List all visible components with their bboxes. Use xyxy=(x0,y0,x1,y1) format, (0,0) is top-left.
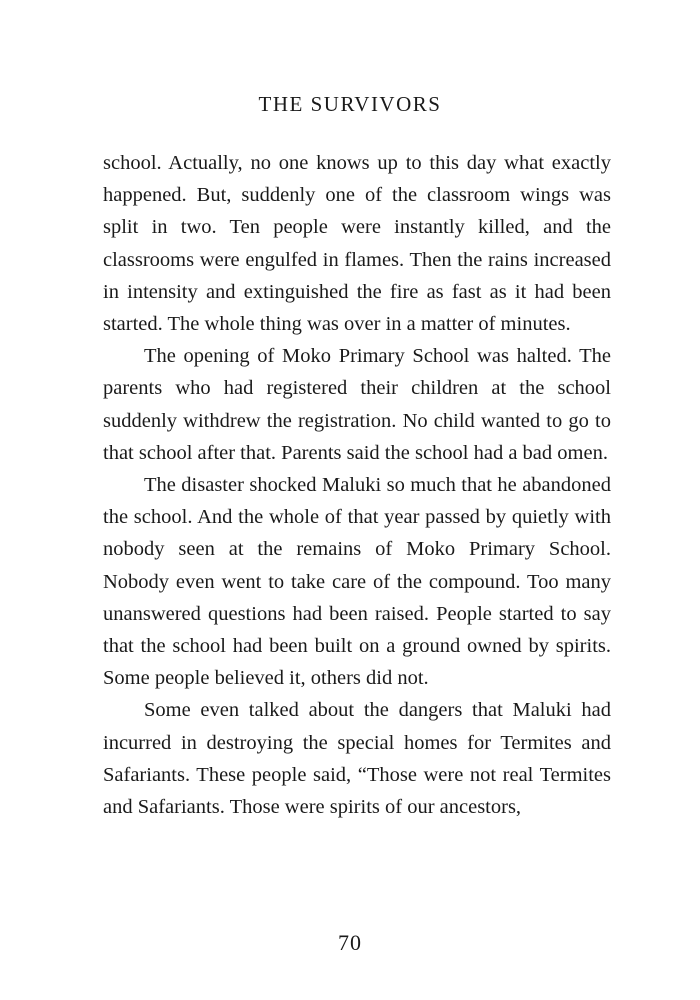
body-text xyxy=(103,147,611,823)
paragraph-4: Some even talked about the dangers that Maluki had incurred in destroying the special homes for Termites and Safariants. These people said, “Those were not real Termites and Safariants. Those were spirits of our ancestors, xyxy=(103,699,611,819)
page-number: 70 xyxy=(338,930,362,955)
paragraph-2: The opening of Moko Primary School was halted. The parents who had registered their children at the school suddenly withdrew the registration. No child wanted to go to that school after that. Parents said the school had a bad omen. xyxy=(103,345,611,464)
paragraph-1: school. Actually, no one knows up to this day what exactly happened. But, suddenly one of the classroom wings was split in two. Ten people were instantly killed, and the classrooms were engulfed in flames. Then the rains increased in intensity and extinguished the fire as fast as it had been started. The whole thing was over in a matter of minutes. xyxy=(103,152,611,336)
paragraph-3: The disaster shocked Maluki so much that he abandoned the school. And the whole of that year passed by quietly with nobody seen at the remains of Moko Primary School. Nobody even went to take care of the compound. Too many unanswered questions had been raised. People started to say that the school had been built on a ground owned by spirits. Some people believed it, others did not. xyxy=(103,474,611,690)
running-head-title: THE SURVIVORS xyxy=(258,92,442,116)
